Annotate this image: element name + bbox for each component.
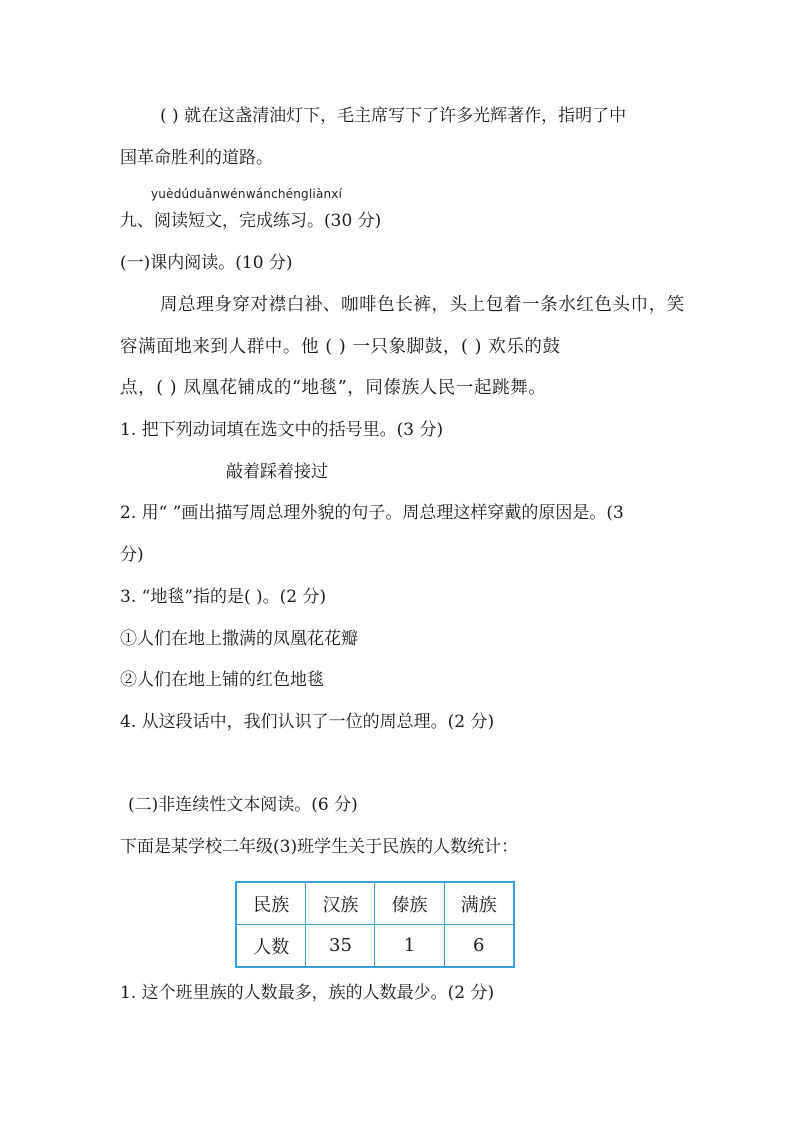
table-intro: 下面是某学校二年级(3)班学生关于民族的人数统计：: [120, 837, 519, 857]
part-2-heading: (二)非连续性文本阅读。(6 分): [128, 795, 358, 815]
question-2-line-1: 2. 用“ ”画出描写周总理外貌的句子。周总理这样穿戴的原因是。(3: [120, 503, 624, 523]
table-question-1: 1. 这个班里族的人数最多，族的人数最少。(2 分): [120, 983, 495, 1003]
table-header-cell: 民族: [236, 882, 306, 925]
question-3: 3. “地毯”指的是( )。(2 分): [120, 587, 327, 607]
table-header-cell: 傣族: [375, 882, 444, 925]
pinyin-heading: yuèdúduǎnwénwánchéngliànxí: [151, 187, 343, 201]
question-2-line-2: 分): [120, 545, 144, 565]
option-1: ①人们在地上撒满的凤凰花花瓣: [120, 629, 358, 649]
table-cell: 6: [444, 925, 514, 968]
question-1-verbs: 敲着踩着接过: [226, 462, 328, 482]
table-cell: 35: [306, 925, 375, 968]
question-4: 4. 从这段话中，我们认识了一位的周总理。(2 分): [120, 712, 495, 732]
table-header-cell: 汉族: [306, 882, 375, 925]
table-cell: 人数: [236, 925, 306, 968]
question-1: 1. 把下列动词填在选文中的括号里。(3 分): [120, 420, 444, 440]
ethnic-count-table: [235, 881, 515, 968]
table-header-row: [236, 882, 514, 925]
line-oil-lamp: ( ) 就在这盏清油灯下，毛主席写下了许多光辉著作，指明了中: [160, 106, 627, 126]
table-row: [236, 925, 514, 968]
option-2: ②人们在地上铺的红色地毯: [120, 670, 324, 690]
line-revolution-road: 国革命胜利的道路。: [120, 148, 273, 168]
passage-line-1: 周总理身穿对襟白褂、咖啡色长裤，头上包着一条水红色头巾，笑: [160, 295, 685, 315]
passage-line-3: 点，( ) 凤凰花铺成的“地毯”，同傣族人民一起跳舞。: [120, 378, 547, 398]
part-1-heading: (一)课内阅读。(10 分): [120, 253, 293, 273]
passage-line-2: 容满面地来到人群中。他 ( ) 一只象脚鼓，( ) 欢乐的鼓: [120, 337, 561, 357]
section-9-heading: 九、阅读短文，完成练习。(30 分): [120, 211, 382, 231]
table-header-cell: 满族: [444, 882, 514, 925]
table-cell: 1: [375, 925, 444, 968]
